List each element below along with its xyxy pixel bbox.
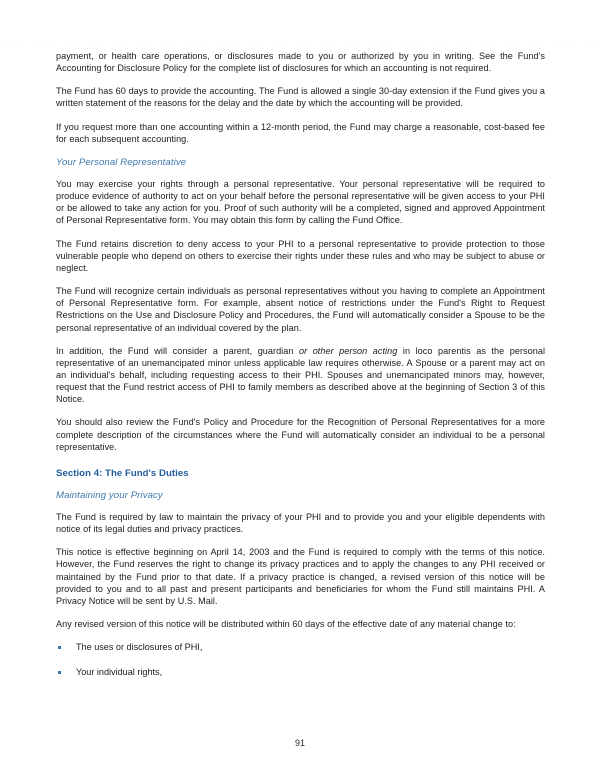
paragraph-fund-discretion-deny-access: The Fund retains discretion to deny access to your PHI to a personal representative to provide protection to those vulnerable people who depend on others to exercise their rights under these rules and who may be subject to abuse or neglect. bbox=[56, 238, 545, 273]
list-item-label: Your individual rights, bbox=[76, 667, 163, 678]
paragraph-revised-version-distribution: Any revised version of this notice will be distributed within 60 days of the effective date of any material change to: bbox=[56, 619, 516, 629]
paragraph-accounting-exclusions: payment, or health care operations, or disclosures made to you or authorized by you in writing. See the Fund's Accounting for Disclosure Policy for the complete list of disclosures for which an accounting is not required. bbox=[56, 51, 545, 74]
italic-phrase-or-other-person-acting: or other person acting bbox=[298, 345, 398, 356]
section-heading-section-4: Section 4: The Fund's Duties bbox=[56, 467, 189, 479]
list-item bbox=[56, 641, 545, 653]
paragraph-accounting-timeframe: The Fund has 60 days to provide the accounting. The Fund is allowed a single 30-day extension if the Fund gives you a written statement of the reasons for the delay and the date by which the accounting will be provided. bbox=[56, 86, 545, 109]
square-bullet-icon bbox=[58, 671, 61, 674]
paragraph-required-by-law: The Fund is required by law to maintain the privacy of your PHI and to provide you and your eligible dependents with notice of its legal duties and privacy practices. bbox=[56, 511, 545, 535]
page-number: 91 bbox=[294, 738, 305, 748]
paragraph-accounting-fees: If you request more than one accounting within a 12-month period, the Fund may charge a reasonable, cost-based fee for each subsequent accounting. bbox=[56, 121, 545, 144]
paragraph-notice-effective-date: This notice is effective beginning on April 14, 2003 and the Fund is required to comply with the terms of this notice. However, the Fund reserves the right to change its privacy practices and to apply the changes to any PHI received or maintained by the Fund prior to that date. If a privacy practice is changed, a revised version of this notice will be provided to you and to all past and present participants and beneficiaries for whom the Fund still maintains PHI. A Privacy Notice will be sent by U.S. Mail. bbox=[56, 547, 545, 606]
page-content-column bbox=[56, 50, 545, 691]
square-bullet-icon bbox=[58, 646, 61, 649]
paragraph-parent-guardian-loco-parentis bbox=[56, 345, 545, 406]
paragraph-review-recognition-policy: You should also review the Fund's Policy and Procedure for the Recognition of Personal Representatives for a more complete description of the circumstances where the Fund will automatically consider an individual to be a personal representative. bbox=[56, 417, 545, 452]
paragraph-exercise-rights-through-representative: You may exercise your rights through a personal representative. Your personal representative will be required to produce evidence of authority to act on your behalf before the personal representative will be given access to your PHI or be allowed to take any action for you. Proof of such authority will be a completed, signed and approved Appointment of Personal Representative form. You may obtain this form by calling the Fund Office. bbox=[56, 178, 545, 226]
list-item-label: The uses or disclosures of PHI, bbox=[76, 642, 203, 653]
subheading-maintaining-your-privacy: Maintaining your Privacy bbox=[56, 489, 163, 501]
list-item bbox=[56, 666, 545, 678]
paragraph-text-before-italic: In addition, the Fund will consider a parent, guardian bbox=[56, 345, 299, 356]
material-change-list bbox=[56, 641, 545, 678]
paragraph-text-after-italic: in loco parentis as the personal representative of an unemancipated minor unless applicable law requires otherwise. A Spouse or a parent may act on an individual's behalf, including requesting access to their PHI. Spouses and unemancipated minors may, however, request that the Fund restrict access of PHI to family members as described above at the beginning of Section 3 of this Notice. bbox=[56, 345, 546, 405]
subheading-your-personal-representative: Your Personal Representative bbox=[56, 156, 187, 168]
scan-noise-artifact bbox=[0, 44, 600, 46]
paragraph-recognized-representatives: The Fund will recognize certain individuals as personal representatives without you having to complete an Appointment of Personal Representative form. For example, absent notice of restrictions under the Fund's Right to Request Restrictions on the Use and Disclosure Policy and Procedures, the Fund will automatically consider a Spouse to be the personal representative of an individual covered by the plan. bbox=[56, 286, 545, 333]
